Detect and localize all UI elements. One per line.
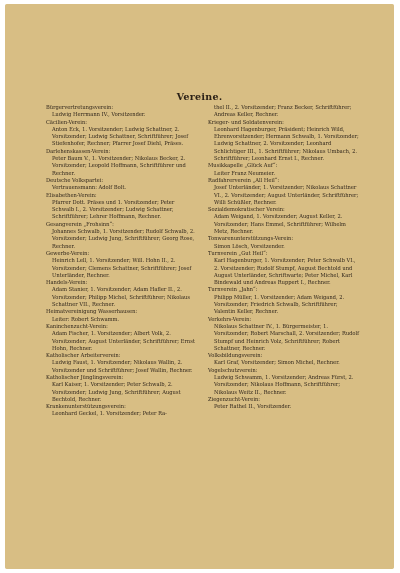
club-name: Gesangverein „Frohsinn“:	[46, 221, 114, 228]
club-name: Tonwarenunterstützungs-Verein:	[208, 236, 294, 243]
club-officers: Johannes Schwalb, 1. Vorsitzender; Rudolf Schwalb, 2. Vorsitzender; Ludwig Jung, Schriftführer; Georg Rose, Rechner.	[52, 229, 195, 250]
club-name: Krankenunterstützungsverein:	[46, 404, 126, 411]
club-name: Turnverein „Jahn“:	[208, 287, 258, 294]
club-entry	[46, 280, 197, 309]
right-column	[208, 105, 360, 411]
club-entry	[46, 251, 197, 280]
club-entry	[208, 236, 360, 251]
club-officers: Adam Fischer, 1. Vorsitzender; Albert Volk, 2. Vorsitzender; August Unterländer, Schriftführer; Ernst Hohn, Rechner.	[52, 331, 195, 352]
club-entry	[46, 120, 197, 149]
club-name: Gewerbe-Verein:	[46, 250, 90, 257]
club-officers: Leonhard Hagenburger, Präsident; Heinrich Wild, Ehrenvorsitzender; Hermann Schwalb, 1. Vorsitzender; Ludwig Schattner, 2. Vorsitzender; Leonhard Schlichtiger III., 1. Schriftführer; Nikolaus Umbach, 2. Schriftführer; Leonhard Ernst I., Rechner.	[214, 126, 359, 163]
club-name: Sozialdemokratischer Verein:	[208, 207, 285, 214]
club-name: Handels-Verein:	[46, 280, 88, 287]
club-officers: Nikolaus Schattner IV., 1. Bürgermeister, 1. Vorsitzender; Robert Marschall, 2. Vorsitzender; Rudolf Stumpf und Heinrich Volz, Schriftführer; Robert Schattner, Rechner.	[214, 323, 360, 352]
club-name: Volksbildungsverein:	[208, 353, 263, 360]
club-officers: Leiter: Robert Schwamm.	[52, 316, 120, 323]
club-officers: Ludwig Faust, 1. Vorsitzender; Nikolaus Wallin, 2. Vorsitzender und Schriftführer; Josef Wallin, Rechner.	[52, 360, 193, 374]
club-entry	[208, 368, 360, 397]
club-entry	[208, 105, 360, 120]
club-officers: Ludwig Schwamm, 1. Vorsitzender; Andreas Fürst, 2. Vorsitzender; Nikolaus Hoffmann, Schriftführer; Nikolaus Weitz II., Rechner.	[214, 374, 354, 396]
club-entry	[208, 353, 360, 368]
club-entry	[208, 163, 360, 178]
club-officers: Vertrauensmann: Adolf Bolt.	[52, 185, 127, 192]
club-entry	[208, 207, 360, 236]
club-entry	[46, 353, 197, 375]
club-officers: thel II., 2. Vorsitzender; Franz Becker, Schriftführer; Andreas Keller, Rechner.	[214, 105, 352, 119]
club-name: Heimatvereinigung Wasserhausen:	[46, 309, 138, 316]
club-entry	[46, 404, 197, 419]
page-title: Vereine.	[176, 92, 223, 103]
club-name: Verkehrs-Verein:	[208, 316, 252, 323]
club-officers: Peter Baum V., 1. Vorsitzender; Nikolaus Becker, 2. Vorsitzender; Leopold Hoffmann, Schriftführer und Rechner.	[52, 156, 186, 177]
left-column	[46, 105, 197, 419]
club-officers: Simon Lösch, Vorsitzender.	[214, 243, 285, 250]
club-entry	[46, 324, 197, 353]
club-entry	[46, 105, 197, 120]
club-entry	[46, 149, 197, 178]
club-name: Deutsche Volkspartei:	[46, 177, 104, 184]
club-entry	[208, 251, 360, 287]
club-name: Elisabethen-Verein:	[46, 192, 97, 199]
club-name: Turnverein „Gut Heil“:	[208, 250, 268, 257]
club-name: Ziegenzucht-Verein:	[208, 396, 261, 403]
club-officers: Pfarrer Dott. Präses und 1. Vorsitzender; Peter Schwalb I., 2. Vorsitzender; Ludwig Schattner, Schriftführer; Lehrer Hoffmann, Rechner.	[52, 199, 175, 221]
club-officers: Karl Graf, Vorsitzender; Simon Michel, Rechner.	[214, 360, 340, 367]
club-entry	[46, 375, 197, 404]
club-name: Musikkapelle „Glück Auf“:	[208, 163, 278, 170]
club-name: Vogelschutzverein:	[208, 367, 258, 374]
club-name: Cäcilien-Verein:	[46, 119, 87, 126]
club-name: Bürgervertretungsverein:	[46, 105, 114, 111]
book-page	[5, 4, 394, 569]
club-entry	[208, 287, 360, 316]
club-officers: Josef Unterländer, 1. Vorsitzender; Nikolaus Schattner VI., 2. Vorsitzender; August Unterländer, Schriftführer; Willi Schüßler, Rechner.	[214, 185, 359, 206]
club-entry	[208, 397, 360, 412]
club-officers: Peter Rathel II., Vorsitzender.	[214, 404, 292, 411]
club-officers: Heinrich Lell, 1. Vorsitzender; Will. Hohn II., 2. Vorsitzender; Clemens Schattner, Schriftführer; Josef Unterländer, Rechner.	[52, 258, 192, 279]
club-name: Katholischer Arbeiterverein:	[46, 353, 121, 360]
club-entry	[46, 193, 197, 222]
club-entry	[46, 309, 197, 324]
club-officers: Karl Kaiser, 1. Vorsitzender; Peter Schwalb, 2. Vorsitzender; Ludwig Jung, Schriftführer; August Bechtold, Rechner.	[52, 382, 181, 403]
club-officers: Leonhard Geckel, 1. Vorsitzender; Peter Ra-	[52, 411, 167, 418]
club-officers: Philipp Müller, 1. Vorsitzender; Adam Weigand, 2. Vorsitzender; Friedrich Schwalb, Schriftführer; Valentin Keller, Rechner.	[214, 294, 345, 316]
club-entry	[208, 178, 360, 207]
club-officers: Anton Eck, 1. Vorsitzender; Ludwig Schattner, 2. Vorsitzender; Ludwig Schattner, Schriftführer; Josef Stiefenhofer, Rechner; Pfarrer Josef Diehl, Präses.	[52, 126, 189, 148]
club-name: Katholischer Jünglingsverein:	[46, 374, 124, 381]
club-name: Radfahrerverein „All Heil“:	[208, 177, 280, 184]
club-officers: Ludwig Herrmann IV., Vorsitzender.	[52, 112, 146, 119]
club-officers: Adam Stanier, 1. Vorsitzender; Adam Hafler II., 2. Vorsitzender; Philipp Michel, Schriftführer; Nikolaus Schattner VII., Rechner.	[52, 287, 190, 309]
club-name: Kaninchenzucht-Verein:	[46, 323, 108, 330]
club-entry	[46, 222, 197, 251]
club-entry	[208, 120, 360, 164]
club-officers: Adam Weigand, 1. Vorsitzender; August Keller, 2. Vorsitzender; Hans Emmel, Schriftführer; Wilhelm Metz, Rechner.	[214, 214, 346, 236]
club-officers: Leiter Franz Neumeier.	[214, 170, 276, 177]
club-entry	[208, 317, 360, 353]
club-officers: Karl Hagenburger, 1. Vorsitzender; Peter Schwalb VI., 2. Vorsitzender; Rudolf Stumpf, August Bechtold und August Unterländer, Schriftwarte; Peter Michel, Karl Bindewald und Andreas Ruppert I., Rechner.	[214, 258, 356, 287]
club-name: Krieger- und Soldatenverein:	[208, 119, 284, 126]
club-entry	[46, 178, 197, 193]
club-name: Darlehenskassen-Verein:	[46, 148, 111, 155]
